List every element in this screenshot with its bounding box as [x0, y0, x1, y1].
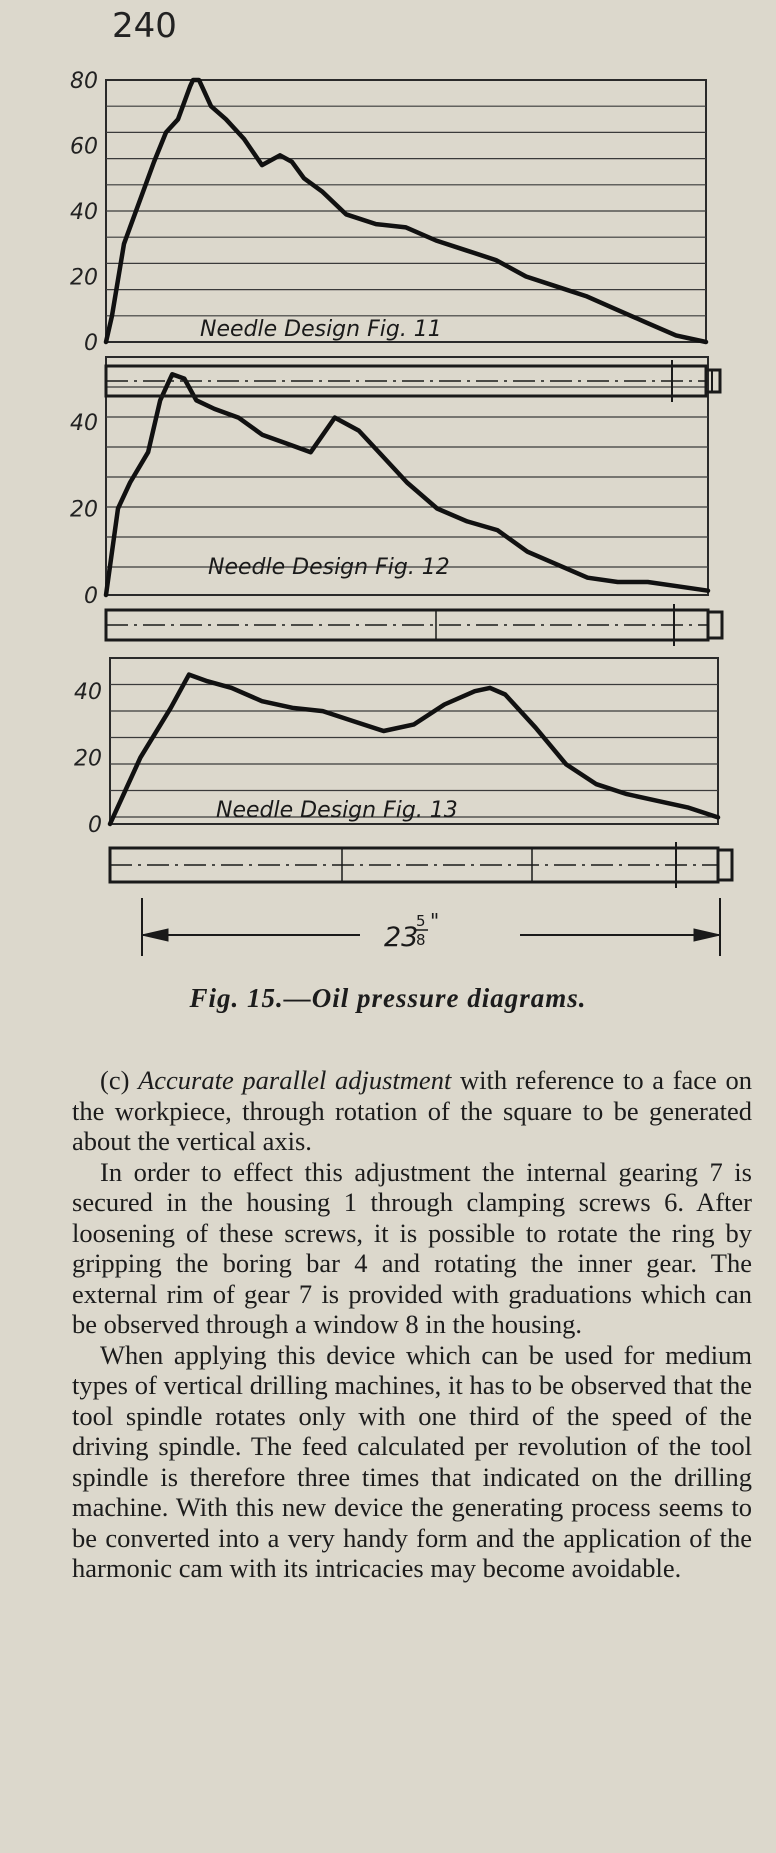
paragraph-application: When applying this device which can be used for medium types of vertical drilling machines, it has to be observed that the tool spindle rotates only with one third of the speed of the driving spindle. The feed calculated per revolution of the tool spindle is therefore three times that indicated on the drilling machine. With this new device the generating process seems to be converted into a very handy form and the application of the harmonic cam with its intricacies may become avoidable. [72, 1339, 752, 1583]
chart-fig-11 [70, 69, 706, 356]
dimension-fraction-denominator: 8 [416, 931, 426, 949]
needle-drawing-fig-11 [106, 360, 720, 402]
y-tick-label: 0 [84, 584, 98, 609]
y-tick-label: 60 [70, 134, 98, 160]
chart-label: Needle Design Fig. 11 [200, 317, 442, 342]
y-tick-label: 20 [70, 265, 98, 291]
dimension-fraction-numerator: 5 [416, 912, 426, 930]
y-tick-label: 0 [88, 813, 102, 838]
needle-drawing-fig-12 [106, 604, 722, 646]
needle-drawing-fig-13 [110, 842, 732, 888]
body-text [72, 1065, 752, 1584]
paragraph-c: (c) Accurate parallel adjustment with reference to a face on the workpiece, through rotation of the square to be generated about the vertical axis. [72, 1065, 752, 1156]
y-tick-label: 20 [70, 497, 98, 523]
chart-fig-13 [74, 658, 718, 838]
chart-label: Needle Design Fig. 12 [208, 555, 450, 580]
dimension-unit: " [430, 909, 440, 933]
y-tick-label: 80 [70, 69, 98, 94]
y-tick-label: 40 [74, 680, 102, 706]
y-tick-label: 40 [70, 200, 98, 225]
figure-caption: Fig. 15.—Oil pressure diagrams. [189, 983, 587, 1013]
y-tick-label: 0 [84, 331, 98, 356]
page-number: 240 [112, 6, 177, 46]
y-tick-label: 40 [70, 410, 98, 436]
dimension-whole: 23 [384, 922, 419, 953]
y-tick-label: 20 [74, 746, 102, 772]
chart-label: Needle Design Fig. 13 [216, 798, 458, 823]
paragraph-adjustment: In order to effect this adjustment the internal gearing 7 is secured in the housing 1 through clamping screws 6. After loosening of these screws, it is possible to rotate the ring by gripping the boring bar 4 and rotating the inner gear. The external rim of gear 7 is provided with graduations which can be observed through a window 8 in the housing. [72, 1156, 752, 1339]
